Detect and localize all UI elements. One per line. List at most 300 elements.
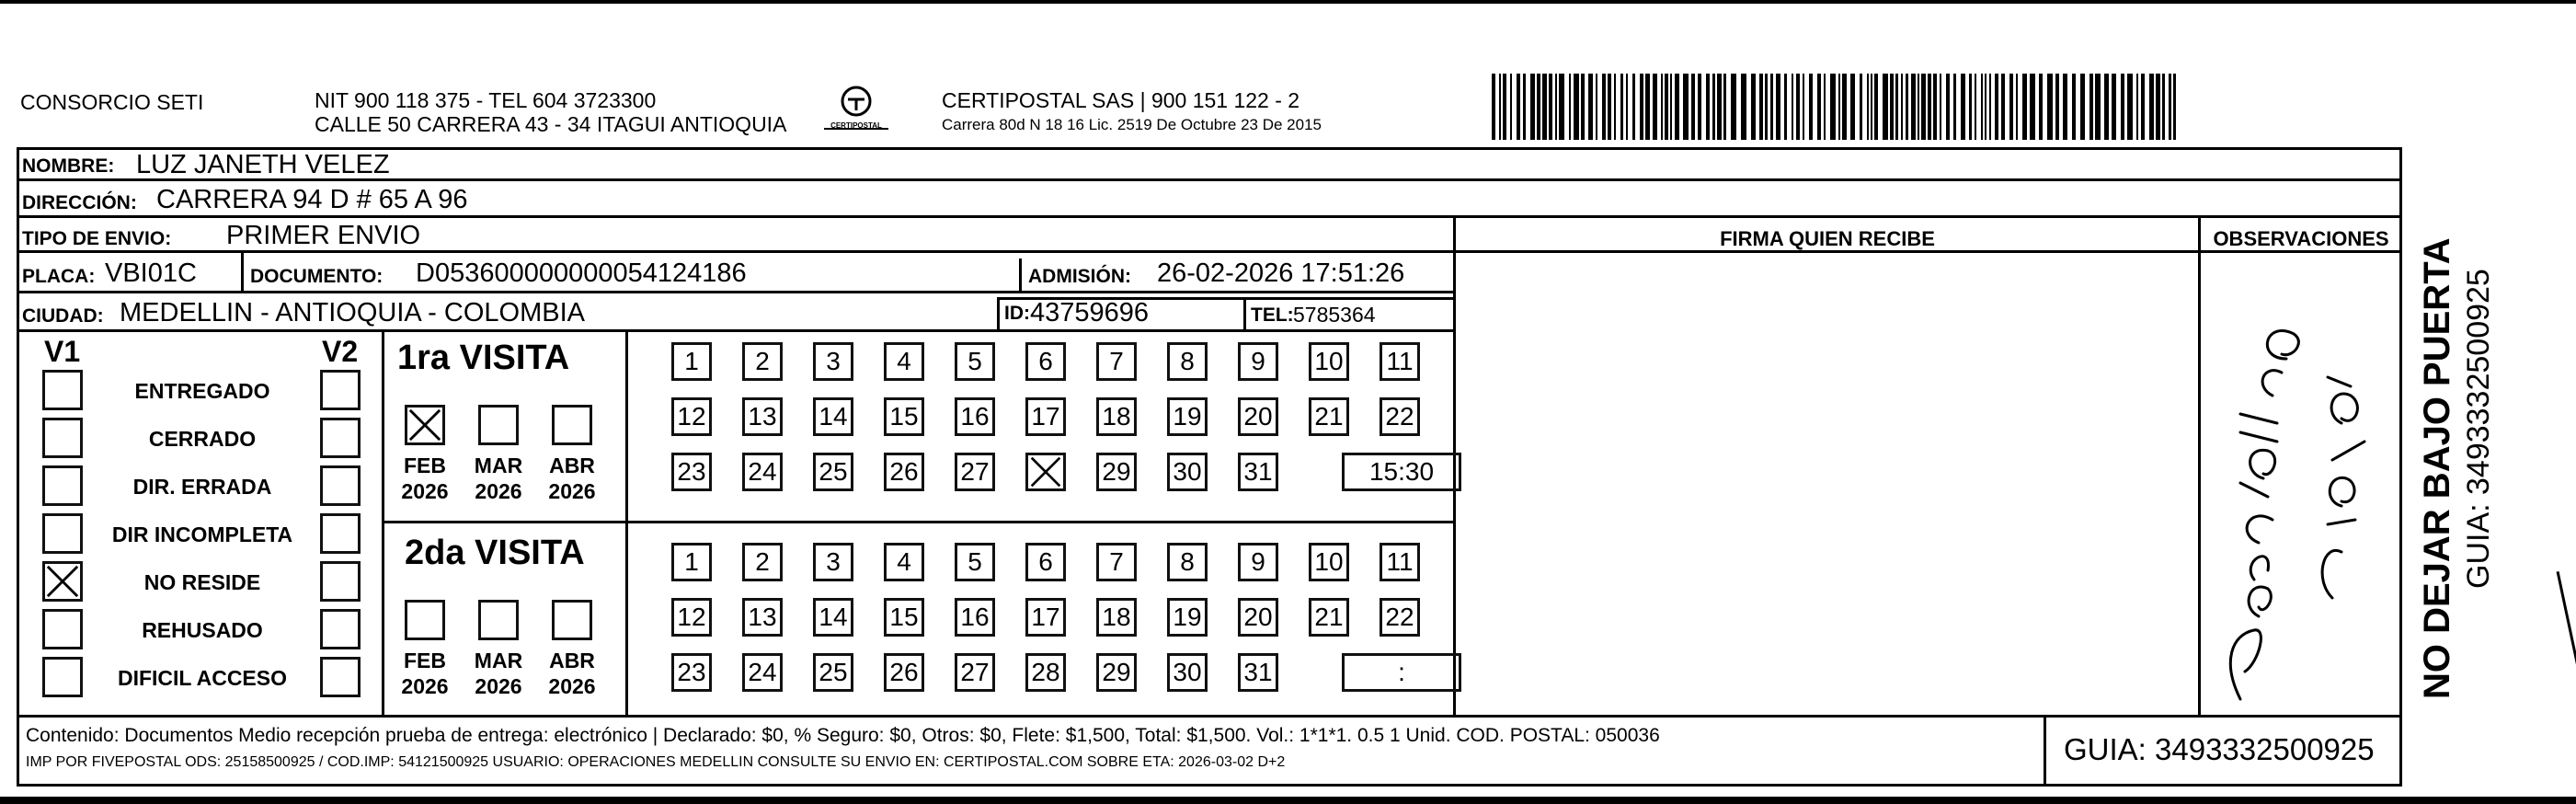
- barcode-bar: [1796, 74, 1800, 140]
- day-box[interactable]: [1309, 598, 1349, 637]
- day-number: 17: [1031, 603, 1060, 631]
- day-number: 9: [1251, 347, 1265, 375]
- day-box[interactable]: [1025, 653, 1066, 692]
- month-label: MAR 2026: [474, 649, 523, 698]
- day-box[interactable]: [1380, 543, 1420, 581]
- day-number: 24: [748, 658, 777, 686]
- direccion-label: DIRECCIÓN:: [22, 192, 137, 213]
- documento-value: D053600000000054124186: [416, 258, 747, 288]
- day-number: 20: [1243, 402, 1273, 431]
- barcode-bar: [1503, 74, 1506, 140]
- visit1-month-divider: [625, 332, 628, 715]
- day-box[interactable]: [1096, 453, 1137, 491]
- day-box[interactable]: [1025, 397, 1066, 436]
- barcode-bar: [1765, 74, 1768, 140]
- day-box[interactable]: [1167, 598, 1208, 637]
- day-box[interactable]: [1238, 453, 1278, 491]
- barcode-bar: [2063, 74, 2067, 140]
- barcode-bar: [1918, 74, 1919, 140]
- barcode-bar: [1537, 74, 1540, 140]
- barcode-bar: [1632, 74, 1635, 140]
- barcode-bar: [1792, 74, 1793, 140]
- barcode-bar: [1492, 74, 1495, 140]
- barcode-bar: [1842, 74, 1847, 140]
- day-number: 2: [755, 347, 770, 375]
- firma-header: FIRMA QUIEN RECIBE: [1720, 227, 1935, 250]
- address-line: CALLE 50 CARRERA 43 - 34 ITAGUI ANTIOQUIA: [315, 112, 787, 136]
- contenido-text: Contenido: Documentos Medio recepción prueba de entrega: electrónico | Declarado: $0, % Seguro: $0, Otros: $0, Flete: $1,500, Total: $1,500. Vol.: 1*1*1. 0.5 1 Unid. COD. POSTAL: 050036: [26, 725, 1660, 746]
- license-line: Carrera 80d N 18 16 Lic. 2519 De Octubre 23 De 2015: [942, 116, 1322, 133]
- day-box[interactable]: [813, 453, 853, 491]
- barcode-bar: [1549, 74, 1552, 140]
- day-number: 5: [967, 347, 982, 375]
- day-box[interactable]: [1096, 543, 1137, 581]
- day-number: 10: [1314, 347, 1344, 375]
- barcode-bar: [1871, 74, 1872, 140]
- v2-checkbox-box[interactable]: [320, 465, 361, 506]
- day-box[interactable]: [1167, 342, 1208, 381]
- v1-checkbox-box[interactable]: [42, 513, 83, 554]
- tel-value: 5785364: [1293, 303, 1376, 327]
- nit-line: NIT 900 118 375 - TEL 604 3723300: [315, 88, 657, 112]
- month-label: ABR 2026: [548, 454, 596, 503]
- status-label: CERRADO: [148, 427, 257, 451]
- barcode: [1492, 74, 2178, 140]
- day-number: 27: [960, 658, 990, 686]
- day-number: 14: [819, 603, 848, 631]
- side-guia: GUIA: 3493332500925: [2461, 269, 2496, 589]
- day-box[interactable]: [955, 453, 995, 491]
- barcode-bar: [1530, 74, 1535, 140]
- barcode-bar: [1555, 74, 1557, 140]
- barcode-bar: [1759, 74, 1763, 140]
- nombre-value: LUZ JANETH VELEZ: [136, 150, 390, 179]
- barcode-bar: [1883, 74, 1888, 140]
- barcode-bar: [2080, 74, 2085, 140]
- ciudad-label: CIUDAD:: [22, 305, 104, 327]
- v1-checkbox-box[interactable]: [42, 561, 83, 602]
- v2-checkbox-box[interactable]: [320, 657, 361, 697]
- day-box[interactable]: [1238, 653, 1278, 692]
- admision-divider: [1019, 258, 1022, 293]
- barcode-bar: [2009, 74, 2013, 140]
- barcode-bar: [1608, 74, 1611, 140]
- barcode-bar: [1969, 74, 1972, 140]
- barcode-bar: [2173, 74, 2176, 140]
- day-number: 10: [1314, 547, 1344, 576]
- barcode-bar: [1706, 74, 1710, 140]
- day-number: 16: [960, 402, 990, 431]
- month-box[interactable]: [478, 600, 519, 640]
- day-box[interactable]: [1309, 543, 1349, 581]
- month-label: ABR 2026: [548, 649, 596, 698]
- day-number: 20: [1243, 603, 1273, 631]
- barcode-bar: [2162, 74, 2165, 140]
- time-box[interactable]: 15:30: [1342, 453, 1461, 491]
- day-number: 3: [826, 547, 841, 576]
- barcode-bar: [2127, 74, 2133, 140]
- barcode-bar: [1569, 74, 1571, 140]
- day-box[interactable]: [1380, 397, 1420, 436]
- day-box[interactable]: [1025, 598, 1066, 637]
- day-number: 4: [897, 547, 911, 576]
- day-box[interactable]: [813, 543, 853, 581]
- barcode-bar: [1906, 74, 1908, 140]
- day-box[interactable]: [1238, 397, 1278, 436]
- imp-line: IMP POR FIVEPOSTAL ODS: 25158500925 / COD.IMP: 54121500925 USUARIO: OPERACIONES MEDELLIN CONSULTE SU ENVIO EN: CERTIPOSTAL.COM SOBRE ETA: 2026-03-02 D+2: [26, 754, 1286, 770]
- observaciones-header: OBSERVACIONES: [2213, 227, 2389, 250]
- day-number: 6: [1038, 347, 1053, 375]
- day-number: 11: [1386, 547, 1414, 576]
- firma-divider-right: [2198, 218, 2201, 715]
- day-box[interactable]: [813, 653, 853, 692]
- day-box[interactable]: [955, 653, 995, 692]
- right-edge-mark: [2557, 571, 2576, 680]
- barcode-bar: [1803, 74, 1804, 140]
- status-label: DIR INCOMPLETA: [111, 523, 293, 546]
- barcode-bar: [1921, 74, 1926, 140]
- day-number: 9: [1251, 547, 1265, 576]
- barcode-bar: [1933, 74, 1937, 140]
- barcode-bar: [1770, 74, 1773, 140]
- barcode-bar: [1712, 74, 1715, 140]
- direccion-value: CARRERA 94 D # 65 A 96: [156, 185, 468, 214]
- day-box[interactable]: [955, 397, 995, 436]
- barcode-bar: [2022, 74, 2027, 140]
- barcode-bar: [1670, 74, 1672, 140]
- barcode-bar: [2121, 74, 2124, 140]
- barcode-bar: [1620, 74, 1623, 140]
- v1-checkbox-box[interactable]: [42, 609, 83, 649]
- barcode-bar: [1928, 74, 1931, 140]
- day-number: 28: [1031, 658, 1060, 686]
- barcode-bar: [1989, 74, 1991, 140]
- day-number: 15: [889, 603, 919, 631]
- row-direccion: [17, 181, 2402, 218]
- day-number: 23: [677, 658, 706, 686]
- placa-value: VBI01C: [105, 258, 197, 288]
- v2-checkbox-box[interactable]: [320, 418, 361, 458]
- day-box[interactable]: [1238, 543, 1278, 581]
- barcode-bar: [1809, 74, 1813, 140]
- v1-checkbox-box[interactable]: [42, 418, 83, 458]
- day-number: 25: [819, 658, 848, 686]
- day-number: 19: [1173, 603, 1202, 631]
- v2-checkbox-box[interactable]: [320, 370, 361, 410]
- barcode-bar: [1946, 74, 1950, 140]
- certipostal-logo: [815, 83, 898, 140]
- day-number: 26: [889, 457, 919, 486]
- barcode-bar: [1723, 74, 1726, 140]
- bottom-edge-line: [0, 797, 2576, 804]
- barcode-bar: [1661, 74, 1663, 140]
- day-box[interactable]: [671, 453, 712, 491]
- day-number: 24: [748, 457, 777, 486]
- day-number: 8: [1180, 547, 1195, 576]
- day-box[interactable]: [1096, 397, 1137, 436]
- tel-divider: [1243, 297, 1246, 330]
- day-box[interactable]: [1238, 598, 1278, 637]
- barcode-bar: [1890, 74, 1894, 140]
- day-box[interactable]: [1096, 598, 1137, 637]
- day-number: 21: [1314, 603, 1344, 631]
- day-box[interactable]: [1309, 342, 1349, 381]
- month-box[interactable]: [478, 405, 519, 445]
- certipostal-line: CERTIPOSTAL SAS | 900 151 122 - 2: [942, 88, 1300, 112]
- barcode-bar: [1499, 74, 1501, 140]
- day-box[interactable]: [884, 653, 924, 692]
- row-placa: [17, 253, 1453, 293]
- day-number: 31: [1243, 457, 1273, 486]
- side-text-block: [2415, 156, 2516, 699]
- day-box[interactable]: [1025, 453, 1066, 491]
- day-box[interactable]: [884, 342, 924, 381]
- day-number: 1: [684, 347, 699, 375]
- day-number: 18: [1102, 603, 1131, 631]
- day-box[interactable]: [813, 342, 853, 381]
- barcode-bar: [1850, 74, 1855, 140]
- status-label: DIFICIL ACCESO: [117, 666, 287, 690]
- placa-divider: [241, 253, 244, 293]
- day-number: 7: [1109, 547, 1124, 576]
- barcode-bar: [1981, 74, 1983, 140]
- day-box[interactable]: [742, 342, 783, 381]
- barcode-bar: [1776, 74, 1780, 140]
- barcode-bar: [1975, 74, 1976, 140]
- day-box[interactable]: [1309, 397, 1349, 436]
- month-box[interactable]: [552, 600, 592, 640]
- day-box[interactable]: [742, 453, 783, 491]
- barcode-bar: [1867, 74, 1869, 140]
- day-number: 1: [684, 547, 699, 576]
- day-box[interactable]: [671, 598, 712, 637]
- barcode-bar: [1665, 74, 1668, 140]
- barcode-bar: [2016, 74, 2018, 140]
- barcode-bar: [1517, 74, 1520, 140]
- barcode-bar: [1995, 74, 1998, 140]
- barcode-bar: [1614, 74, 1616, 140]
- day-number: 11: [1386, 347, 1414, 375]
- day-box[interactable]: [884, 598, 924, 637]
- barcode-bar: [2156, 74, 2160, 140]
- handwritten-observation: [2204, 267, 2399, 712]
- day-number: 3: [826, 347, 841, 375]
- day-box[interactable]: [884, 397, 924, 436]
- day-box[interactable]: [1167, 397, 1208, 436]
- day-number: 4: [897, 347, 911, 375]
- day-box[interactable]: [1380, 598, 1420, 637]
- row-nombre: [17, 150, 2402, 181]
- v2-checkbox-box[interactable]: [320, 609, 361, 649]
- day-box[interactable]: [1096, 342, 1137, 381]
- day-number: 15: [889, 402, 919, 431]
- barcode-bar: [1645, 74, 1650, 140]
- v1-checkbox-box[interactable]: [42, 657, 83, 697]
- day-box[interactable]: [671, 342, 712, 381]
- barcode-bar: [1838, 74, 1840, 140]
- barcode-bar: [2141, 74, 2145, 140]
- id-value: 43759696: [1030, 298, 1150, 327]
- tel-label: TEL:: [1251, 304, 1294, 326]
- day-number: 12: [677, 402, 706, 431]
- month-box[interactable]: [405, 405, 445, 445]
- day-box[interactable]: [742, 598, 783, 637]
- barcode-bar: [1510, 74, 1512, 140]
- month-box[interactable]: [405, 600, 445, 640]
- barcode-bar: [2055, 74, 2059, 140]
- barcode-bar: [1895, 74, 1898, 140]
- day-box[interactable]: [884, 543, 924, 581]
- day-box[interactable]: [955, 342, 995, 381]
- day-box[interactable]: [955, 598, 995, 637]
- day-number: 26: [889, 658, 919, 686]
- footer-guia: GUIA: 3493332500925: [2064, 732, 2375, 766]
- barcode-bar: [1817, 74, 1821, 140]
- day-box[interactable]: [742, 543, 783, 581]
- barcode-bar: [1751, 74, 1756, 140]
- admision-value: 26-02-2026 17:51:26: [1157, 258, 1405, 288]
- month-label: FEB 2026: [401, 649, 449, 698]
- barcode-bar: [1741, 74, 1746, 140]
- day-number: 18: [1102, 402, 1131, 431]
- day-box[interactable]: [955, 543, 995, 581]
- row-ciudad: [17, 293, 1453, 332]
- day-number: 13: [748, 603, 777, 631]
- day-box[interactable]: [1167, 653, 1208, 692]
- day-number: 19: [1173, 402, 1202, 431]
- barcode-bar: [1574, 74, 1579, 140]
- status-label: REHUSADO: [142, 618, 263, 642]
- day-box[interactable]: [1167, 543, 1208, 581]
- month-box[interactable]: [552, 405, 592, 445]
- barcode-bar: [1653, 74, 1657, 140]
- placa-label: PLACA:: [22, 266, 96, 287]
- barcode-bar: [1911, 74, 1916, 140]
- barcode-bar: [1731, 74, 1736, 140]
- month-label: MAR 2026: [474, 454, 523, 503]
- v1-header: V1: [44, 335, 81, 368]
- nombre-label: NOMBRE:: [22, 155, 115, 177]
- no-dejar-bajo-puerta: NO DEJAR BAJO PUERTA: [2417, 237, 2457, 699]
- time-box[interactable]: :: [1342, 653, 1461, 692]
- day-number: 17: [1031, 402, 1060, 431]
- day-box[interactable]: [1167, 453, 1208, 491]
- day-number: 16: [960, 603, 990, 631]
- tipo-label: TIPO DE ENVIO:: [22, 228, 172, 249]
- barcode-bar: [2047, 74, 2053, 140]
- barcode-bar: [2089, 74, 2093, 140]
- day-number: 14: [819, 402, 848, 431]
- barcode-bar: [2095, 74, 2101, 140]
- day-number: 13: [748, 402, 777, 431]
- v2-checkbox-box[interactable]: [320, 513, 361, 554]
- day-box[interactable]: [1096, 653, 1137, 692]
- id-label: ID:: [1004, 303, 1030, 324]
- barcode-bar: [2149, 74, 2154, 140]
- day-number: 30: [1173, 658, 1202, 686]
- barcode-bar: [2136, 74, 2138, 140]
- barcode-bar: [1874, 74, 1878, 140]
- barcode-bar: [1626, 74, 1628, 140]
- day-box[interactable]: [813, 397, 853, 436]
- v1-checkbox-box[interactable]: [42, 465, 83, 506]
- day-number: 5: [967, 547, 982, 576]
- barcode-bar: [1860, 74, 1862, 140]
- barcode-bar: [1640, 74, 1643, 140]
- day-box[interactable]: [1380, 342, 1420, 381]
- status-label: ENTREGADO: [134, 379, 270, 403]
- day-box[interactable]: [884, 453, 924, 491]
- barcode-bar: [1940, 74, 1941, 140]
- day-box[interactable]: [671, 397, 712, 436]
- month-label: FEB 2026: [401, 454, 449, 503]
- barcode-bar: [1830, 74, 1836, 140]
- barcode-bar: [1523, 74, 1526, 140]
- barcode-bar: [2112, 74, 2116, 140]
- v1-checkbox-box[interactable]: [42, 370, 83, 410]
- barcode-bar: [1691, 74, 1695, 140]
- ciudad-value: MEDELLIN - ANTIOQUIA - COLOMBIA: [120, 298, 585, 327]
- day-number: 2: [755, 547, 770, 576]
- barcode-bar: [1581, 74, 1585, 140]
- status-label: NO RESIDE: [143, 570, 261, 594]
- top-edge-line: [0, 0, 2576, 4]
- barcode-bar: [1717, 74, 1722, 140]
- v2-header: V2: [322, 335, 359, 368]
- day-number: 12: [677, 603, 706, 631]
- day-box[interactable]: [742, 653, 783, 692]
- barcode-bar: [1953, 74, 1956, 140]
- day-number: 6: [1038, 547, 1053, 576]
- day-box[interactable]: [671, 543, 712, 581]
- visit1-title: 1ra VISITA: [397, 339, 570, 377]
- day-number: 29: [1102, 457, 1131, 486]
- day-number: 31: [1243, 658, 1273, 686]
- admision-label: ADMISIÓN:: [1028, 266, 1131, 287]
- barcode-bar: [2104, 74, 2109, 140]
- day-box[interactable]: [742, 397, 783, 436]
- barcode-bar: [1542, 74, 1547, 140]
- logo-text: CERTIPOSTAL: [830, 121, 882, 130]
- barcode-bar: [2072, 74, 2076, 140]
- barcode-bar: [2001, 74, 2005, 140]
- day-number: 29: [1102, 658, 1131, 686]
- day-box[interactable]: [671, 653, 712, 692]
- day-number: 23: [677, 457, 706, 486]
- barcode-bar: [1602, 74, 1606, 140]
- barcode-bar: [1675, 74, 1679, 140]
- barcode-bar: [2169, 74, 2171, 140]
- barcode-bar: [1901, 74, 1903, 140]
- day-box[interactable]: [1025, 342, 1066, 381]
- day-number: 21: [1314, 402, 1344, 431]
- barcode-bar: [1683, 74, 1689, 140]
- day-number: 22: [1385, 603, 1414, 631]
- day-number: 25: [819, 457, 848, 486]
- day-number: 22: [1385, 402, 1414, 431]
- day-box[interactable]: [813, 598, 853, 637]
- tipo-value: PRIMER ENVIO: [226, 221, 421, 250]
- barcode-bar: [1698, 74, 1701, 140]
- day-box[interactable]: [1238, 342, 1278, 381]
- documento-label: DOCUMENTO:: [250, 266, 384, 287]
- visit2-title: 2da VISITA: [405, 534, 585, 572]
- day-box[interactable]: [1025, 543, 1066, 581]
- barcode-bar: [1985, 74, 1986, 140]
- v2-checkbox-box[interactable]: [320, 561, 361, 602]
- barcode-bar: [1596, 74, 1597, 140]
- day-number: 7: [1109, 347, 1124, 375]
